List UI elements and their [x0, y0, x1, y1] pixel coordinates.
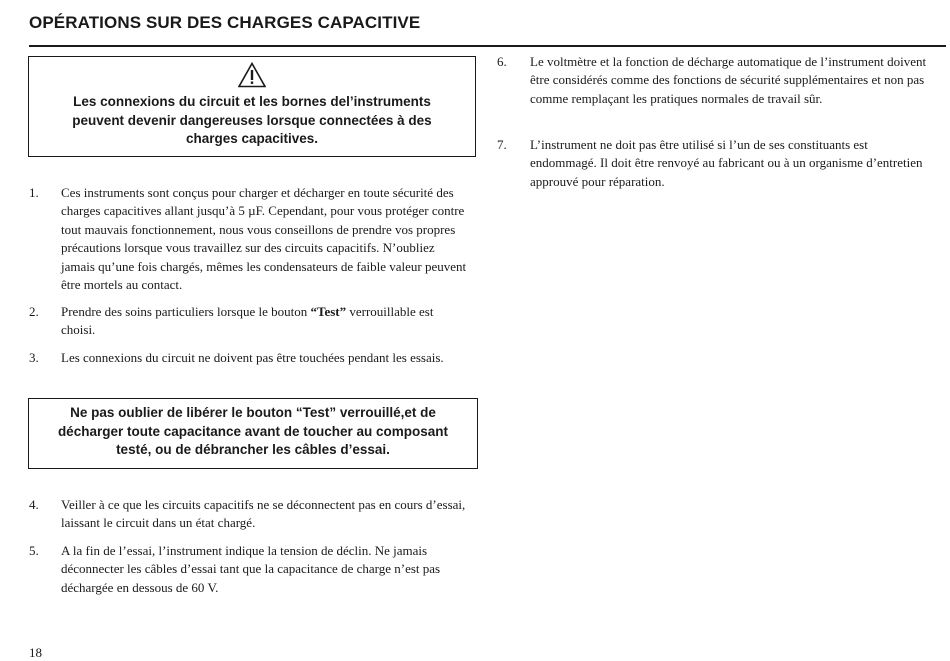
item-text: Veiller à ce que les circuits capacitifs ne se déconnectent pas en cours d’essai, laissant le circuit dans un état chargé. — [61, 497, 466, 531]
item-number: 7. — [497, 137, 507, 152]
warning-box — [28, 56, 476, 157]
item-text: A la fin de l’essai, l’instrument indique la tension de déclin. Ne jamais déconnecter les câbles d’essai tant que la capacitance de charge n’est pas déchargée en dessous de 60 V. — [61, 543, 441, 595]
page-title: OPÉRATIONS SUR DES CHARGES CAPACITIVE — [29, 13, 421, 32]
item-number: 5. — [29, 543, 39, 558]
item-number: 4. — [29, 497, 39, 512]
item-number: 1. — [29, 185, 39, 200]
item-text-part: Prendre des soins particuliers lorsque le bouton — [61, 304, 311, 319]
item-text-part: verrouillable est choisi. — [61, 304, 434, 338]
page-number: 18 — [29, 645, 42, 660]
item-number: 6. — [497, 54, 507, 69]
item-number: 2. — [29, 304, 39, 319]
title-rule — [29, 45, 946, 47]
item-text: L’instrument ne doit pas être utilisé si l’un de ses constituants est endommagé. Il doit être renvoyé au fabricant ou à un organisme d’entretien approuvé pour réparation. — [530, 137, 923, 189]
test-button-label: “Test” — [310, 304, 347, 319]
item-text: Ces instruments sont conçus pour charger et décharger en toute sécurité des charges capacitives allant jusqu’à 5 µF. Cependant, pour vous protéger contre tout mauvais fonctionnement, nous vous conseillons de prendre vos propres précautions lorsque vous travaillez sur des circuits capacitifs. N’oubliez jamais qu’une fois chargés, mêmes les condensateurs de faible valeur peuvent être mortels au contact. — [61, 185, 467, 293]
item-text — [61, 303, 467, 340]
item-text: Le voltmètre et la fonction de décharge automatique de l’instrument doivent être considérés comme des fonctions de sécurité supplémentaires et non pas comme remplaçant les pratiques normales de travail sûr. — [530, 54, 927, 106]
warning-triangle-icon — [238, 62, 266, 88]
warning-text: Les connexions du circuit et les bornes del’instruments peuvent devenir dangereuses lorsque connectées à des charges capacitives. — [72, 94, 432, 146]
reminder-box — [28, 398, 478, 469]
reminder-text: Ne pas oublier de libérer le bouton “Test” verrouillé,et de décharger toute capacitance avant de toucher au composant testé, ou de débrancher les câbles d’essai. — [57, 405, 449, 457]
item-number: 3. — [29, 350, 39, 365]
item-text: Les connexions du circuit ne doivent pas être touchées pendant les essais. — [61, 350, 444, 365]
